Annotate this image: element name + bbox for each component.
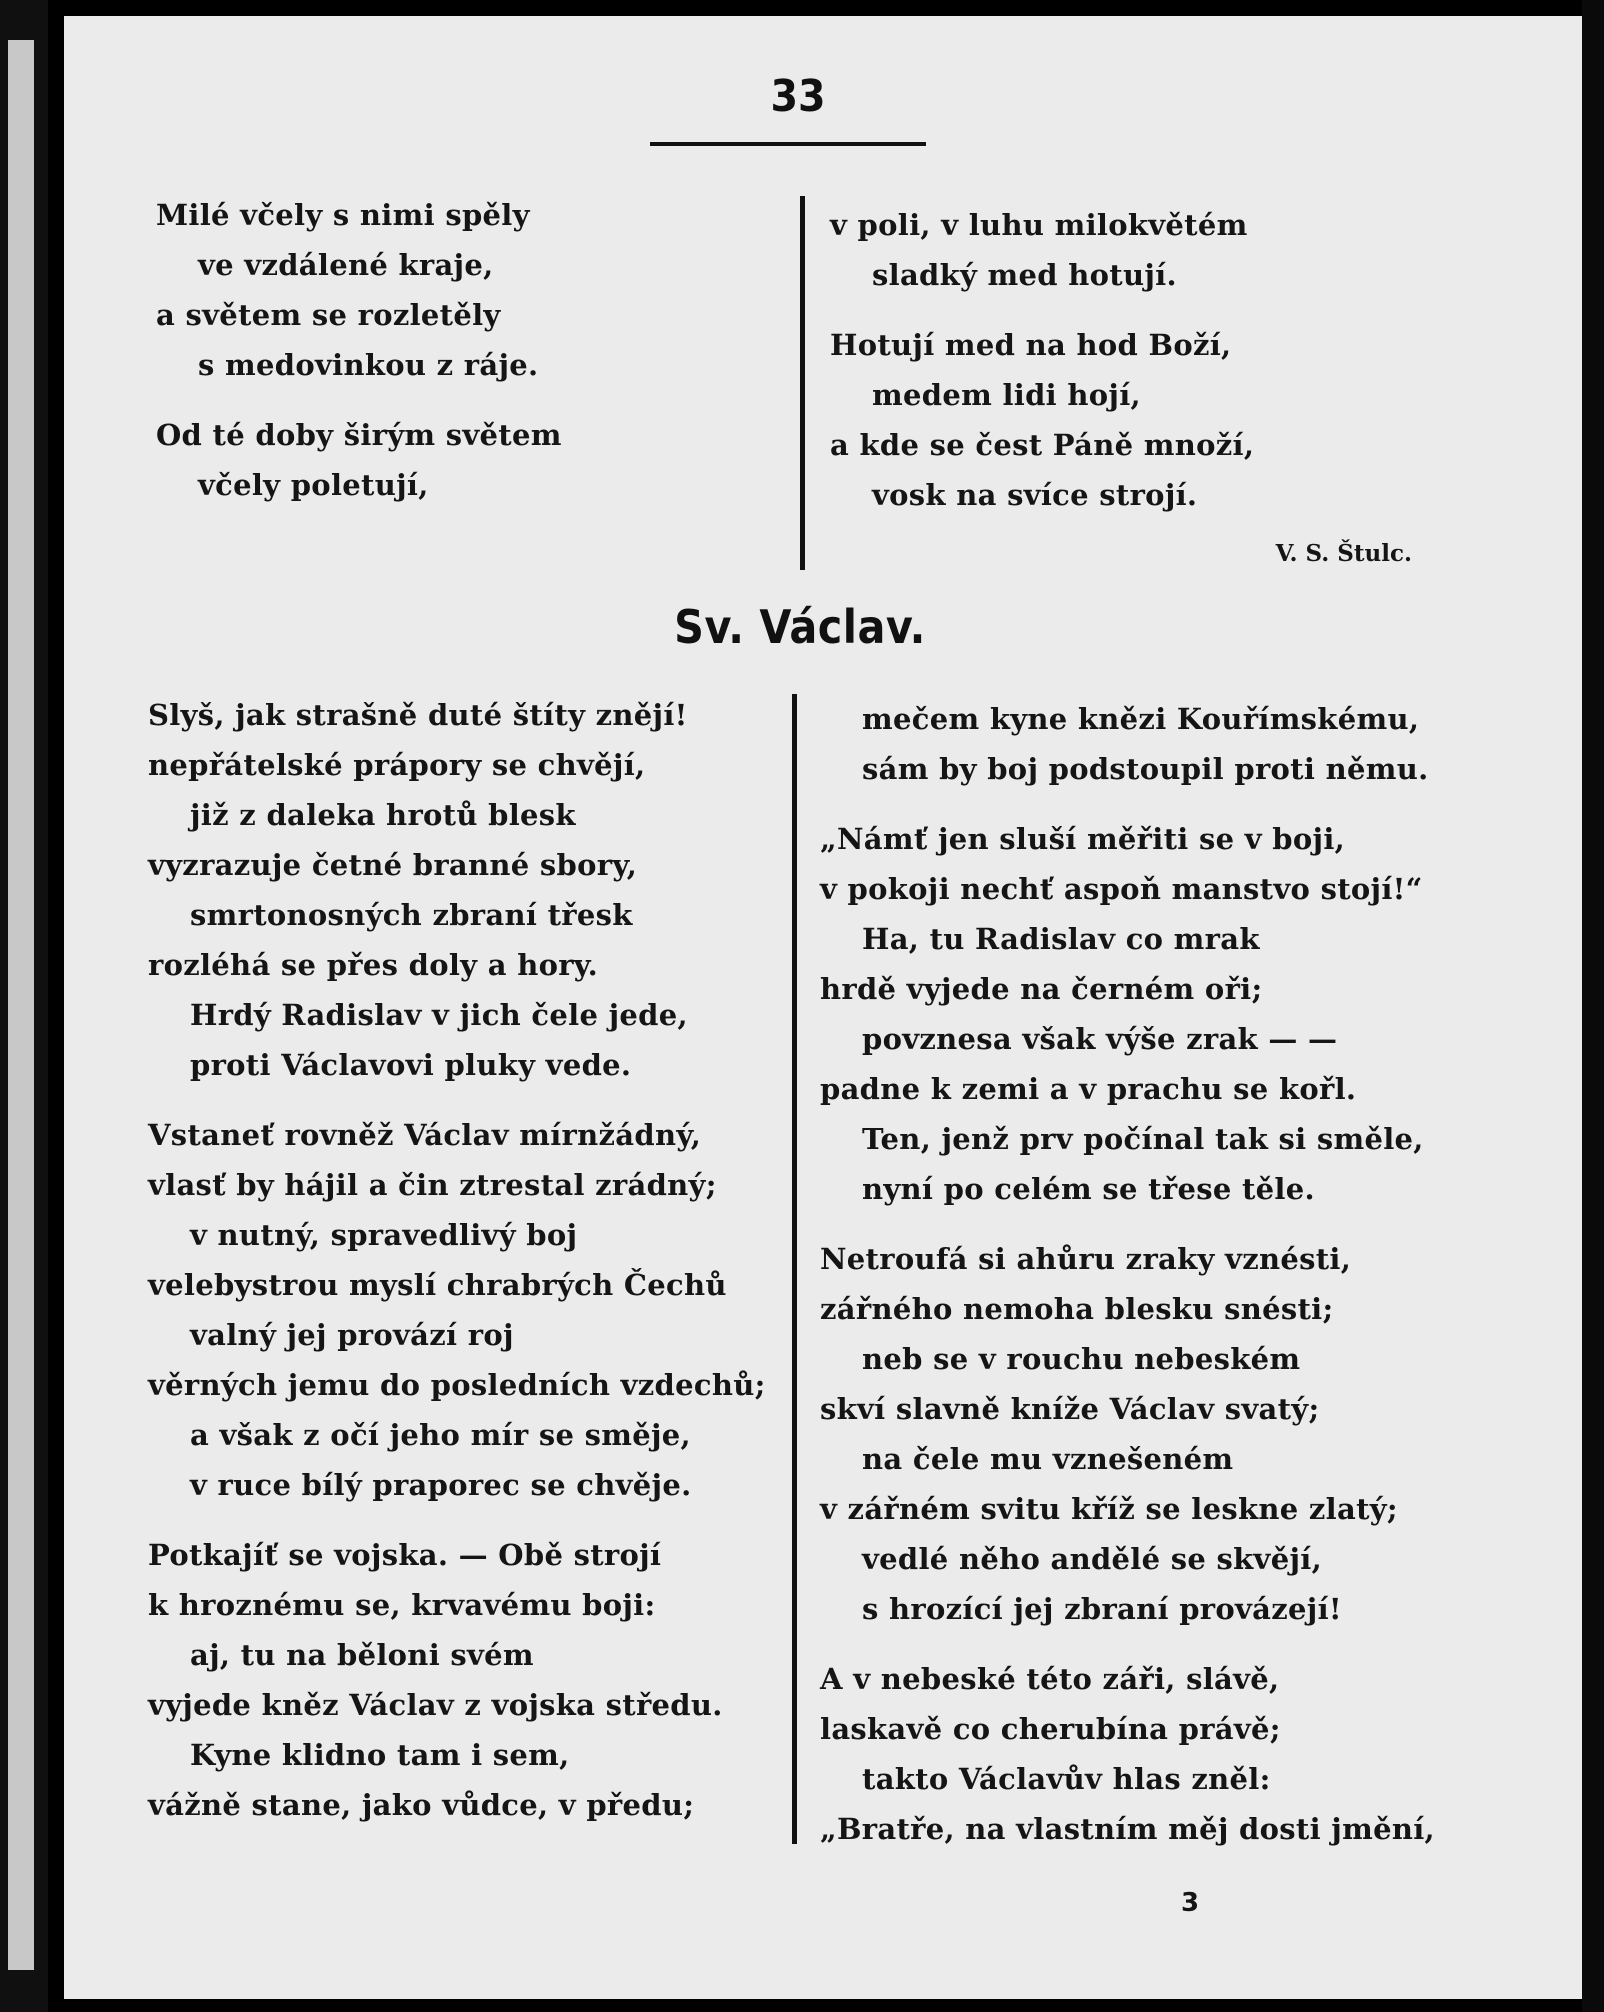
page-right-edge: [1582, 0, 1604, 2012]
verse-line: A v nebeské této záři, slávě,: [820, 1662, 1280, 1696]
poem1-right-column: [830, 200, 1450, 540]
verse-line: vedlé něho andělé se skvějí,: [862, 1542, 1322, 1576]
verse-line: Ten, jenž prv počínal tak si směle,: [862, 1122, 1424, 1156]
verse-line: mečem kyne knězi Kouřímskému,: [862, 702, 1420, 736]
verse-line: sám by boj podstoupil proti němu.: [862, 752, 1429, 786]
verse-line: vlasť by hájil a čin ztrestal zrádný;: [148, 1168, 717, 1202]
verse-line: vyjede kněz Václav z vojska středu.: [148, 1688, 723, 1722]
verse-line: velebystrou myslí chrabrých Čechů: [148, 1268, 727, 1302]
verse-line: s hrozící jej zbraní provázejí!: [862, 1592, 1342, 1626]
verse-line: již z daleka hrotů blesk: [190, 798, 576, 832]
verse-line: zářného nemoha blesku snésti;: [820, 1292, 1334, 1326]
stanza: [820, 1234, 1460, 1634]
verse-line: a však z očí jeho mír se směje,: [190, 1418, 691, 1452]
verse-line: Netroufá si ahůru zraky vznésti,: [820, 1242, 1352, 1276]
verse-line: padne k zemi a v prachu se kořl.: [820, 1072, 1357, 1106]
poem1-author: V. S. Štulc.: [1275, 540, 1412, 567]
verse-line: „Námť jen sluší měřiti se v boji,: [820, 822, 1346, 856]
verse-line: v zářném svitu kříž se leskne zlatý;: [820, 1492, 1398, 1526]
poem1-left-column: [156, 190, 786, 530]
verse-line: Milé včely s nimi spěly: [156, 198, 530, 232]
verse-line: v pokoji nechť aspoň manstvo stojí!“: [820, 872, 1423, 906]
header-rule: [650, 142, 926, 146]
stanza: [148, 1110, 788, 1510]
verse-line: takto Václavův hlas zněl:: [862, 1762, 1271, 1796]
stanza: [820, 814, 1460, 1214]
stanza: [148, 690, 788, 1090]
signature-mark: 3: [1180, 1888, 1200, 1918]
verse-line: v nutný, spravedlivý boj: [190, 1218, 578, 1252]
verse-line: a kde se čest Páně množí,: [830, 428, 1255, 462]
verse-line: Hrdý Radislav v jich čele jede,: [190, 998, 688, 1032]
facing-page-edge: [0, 0, 48, 2012]
verse-line: Slyš, jak strašně duté štíty znějí!: [148, 698, 688, 732]
verse-line: Od té doby širým světem: [156, 418, 562, 452]
verse-line: k hroznému se, krvavému boji:: [148, 1588, 656, 1622]
verse-line: včely poletují,: [198, 468, 429, 502]
stanza: [820, 1654, 1460, 1854]
verse-line: ve vzdálené kraje,: [198, 248, 494, 282]
verse-line: proti Václavovi pluky vede.: [190, 1048, 632, 1082]
verse-line: Hotují med na hod Boží,: [830, 328, 1232, 362]
verse-line: s medovinkou z ráje.: [198, 348, 539, 382]
stanza: [148, 1530, 788, 1830]
verse-line: Potkajíť se vojska. — Obě strojí: [148, 1538, 662, 1572]
verse-line: věrných jemu do posledních vzdechů;: [148, 1368, 766, 1402]
verse-line: vyzrazuje četné branné sbory,: [148, 848, 638, 882]
verse-line: vosk na svíce strojí.: [872, 478, 1198, 512]
verse-line: rozléhá se přes doly a hory.: [148, 948, 599, 982]
verse-line: v poli, v luhu milokvětém: [830, 208, 1248, 242]
stanza: [820, 694, 1460, 794]
poem2-left-column: [148, 690, 788, 1850]
stanza: [156, 190, 786, 390]
page-number: 33: [770, 71, 826, 122]
verse-line: valný jej provází roj: [190, 1318, 514, 1352]
verse-line: v ruce bílý praporec se chvěje.: [190, 1468, 692, 1502]
verse-line: na čele mu vznešeném: [862, 1442, 1234, 1476]
stanza: [830, 320, 1450, 520]
verse-line: Vstaneť rovněž Václav mírnžádný,: [148, 1118, 702, 1152]
verse-line: Kyne klidno tam i sem,: [190, 1738, 570, 1772]
verse-line: aj, tu na běloni svém: [190, 1638, 534, 1672]
verse-line: medem lidi hojí,: [872, 378, 1141, 412]
verse-line: smrtonosných zbraní třesk: [190, 898, 633, 932]
stanza: [830, 200, 1450, 300]
verse-line: nyní po celém se třese těle.: [862, 1172, 1315, 1206]
verse-line: vážně stane, jako vůdce, v předu;: [148, 1788, 695, 1822]
verse-line: skví slavně kníže Václav svatý;: [820, 1392, 1320, 1426]
poem2-title: Sv. Václav.: [674, 600, 926, 654]
verse-line: sladký med hotují.: [872, 258, 1177, 292]
column-divider-bottom: [792, 694, 797, 1844]
verse-line: nepřátelské prápory se chvějí,: [148, 748, 646, 782]
verse-line: „Bratře, na vlastním měj dosti jmění,: [820, 1812, 1435, 1846]
poem2-right-column: [820, 694, 1460, 1874]
column-divider-top: [800, 196, 805, 570]
verse-line: neb se v rouchu nebeském: [862, 1342, 1301, 1376]
verse-line: a světem se rozletěly: [156, 298, 501, 332]
stanza: [156, 410, 786, 510]
verse-line: Ha, tu Radislav co mrak: [862, 922, 1260, 956]
verse-line: povznesa však výše zrak — —: [862, 1022, 1338, 1056]
verse-line: laskavě co cherubína právě;: [820, 1712, 1281, 1746]
verse-line: hrdě vyjede na černém oři;: [820, 972, 1263, 1006]
